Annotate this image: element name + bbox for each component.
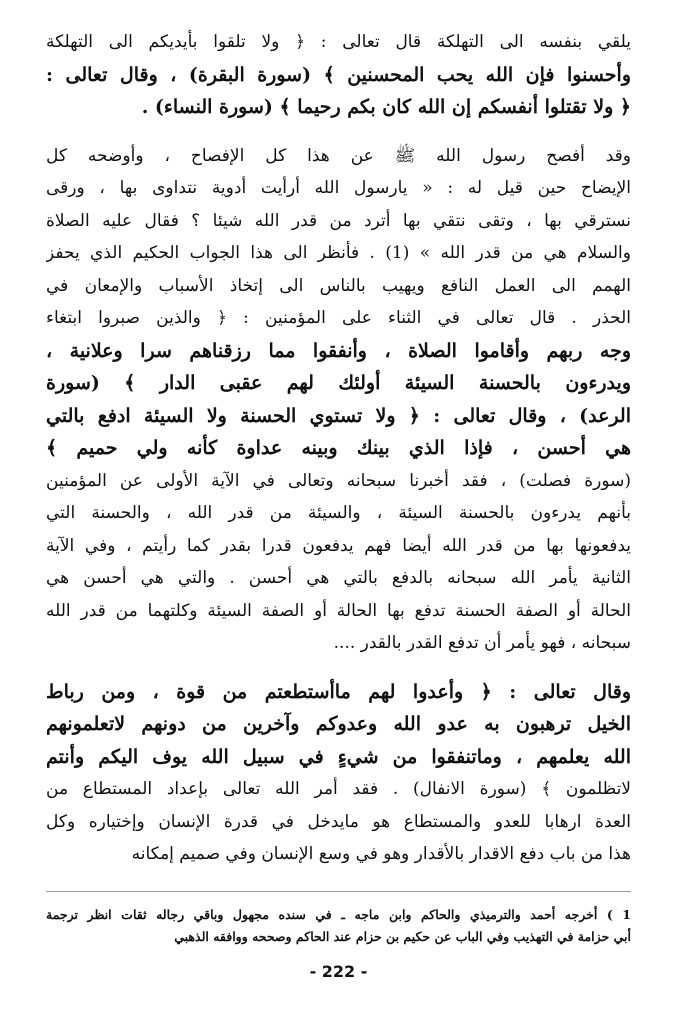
text-line: سبحانه ، فهو يأمر أن تدفع القدر بالقدر .... <box>333 633 631 653</box>
footnotes <box>46 904 631 948</box>
text-line: ﴿ ولا تقتلوا أنفسكم إن الله كان بكم رحيما ﴾ (سورة النساء) . <box>141 96 631 118</box>
paragraph <box>46 676 631 871</box>
text-line: العدة ارهابا للعدو والمستطاع هو مايدخل في قدرة الإنسان وإختياره وكل <box>46 811 631 832</box>
text-line: الله يعلمهم ، وماتنفقوا من شيءٍ في سبيل الله يوف اليكم وأنتم <box>46 745 631 768</box>
text-line: الحالة أو الصفة الحسنة تدفع بها الحالة أو الصفة السيئة وكلتهما من قدر الله <box>46 600 631 621</box>
page-number: - 222 - <box>309 962 368 981</box>
text-line: يلقي بنفسه الى التهلكة قال تعالى : ﴿ ولا تلقوا بأيديكم الى التهلكة <box>46 32 631 52</box>
paragraph <box>46 140 631 660</box>
text-line: وأحسنوا فإن الله يحب المحسنين ﴾ (سورة البقرة) ، وقال تعالى : <box>46 63 631 86</box>
text-line: وقد أفصح رسول الله ﷺ عن هذا كل الإفصاح ، وأوضحه كل <box>46 145 631 166</box>
text-line: (سورة فصلت) ، فقد أخبرنا سبحانه وتعالى في الآية الأولى عن المؤمنين <box>46 470 631 491</box>
text-line: الحذر . قال تعالى في الثناء على المؤمنين : ﴿ والذين صبروا ابتغاء <box>46 308 631 328</box>
text-line: والسلام هي من قدر الله » (1) . فأنظر الى هذا الجواب الحكيم الذي يحفز <box>46 243 631 263</box>
text-line: هي أحسن ، فإذا الذي بينك وبينه عداوة كأنه ولي حميم ﴾ <box>46 437 631 459</box>
text-line: الرعد) ، وقال تعالى : ﴿ ولا تستوي الحسنة ولا السيئة ادفع بالتي <box>46 404 631 427</box>
text-line: نسترقي بها ، وتقى نتقي بها أترد من قدر الله شيئا ؟ فقال عليه الصلاة <box>46 210 631 231</box>
text-line: الخيل ترهبون به عدو الله وعدوكم وآخرين من دونهم لاتعلمونهم <box>46 713 631 735</box>
text-line: ويدرءون بالحسنة السيئة أولئك لهم عقبى الدار ﴾ (سورة <box>46 372 631 394</box>
footnote-line: 1 ) أخرجه أحمد والترميذي والحاكم وابن ماجه ـ في سنده مجهول وباقي رجاله ثقات انظر ترجمة <box>46 906 631 922</box>
text-line: وقال تعالى : ﴿ وأعدوا لهم ماأستطعتم من قوة ، ومن رباط <box>46 680 631 703</box>
text-line: الثانية يأمر الله سبحانه بالدفع بالتي هي أحسن . والتي هي أحسن هي <box>46 568 631 588</box>
text-line: الهمم الى العمل النافع ويهيب بالناس الى إتخاذ الأسباب والإمعان في <box>46 275 631 296</box>
text-line: الإيضاح حين قيل له : « يارسول الله أرأيت أدوية نتداوى بها ، ورقى <box>46 178 631 198</box>
paragraph-gap <box>46 124 631 140</box>
footnote-line: أبي حزامة في التهذيب وفي الباب عن حكيم بن حزام عند الحاكم وصححه ووافقه الذهبي <box>174 928 631 944</box>
text-line: لاتظلمون ﴾ (سورة الانفال) . فقد أمر الله تعالى بإعداد المستطاع من <box>46 779 631 799</box>
text-line: بأنهم يدرءون بالحسنة السيئة ، والسيئة من قدر الله ، والحسنة التي <box>46 503 631 523</box>
text-line: هذا من باب دفع الاقدار بالأقدار وهو في وسع الإنسان وفي صميم إمكانه <box>131 844 631 864</box>
paragraph-gap <box>46 660 631 676</box>
text-line: يدفعونها بها من قدر الله أيضا فهم يدفعون قدرا بقدر كما رأيتم ، وفي الآية <box>46 535 631 556</box>
text-line: وجه ربهم وأقاموا الصلاة ، وأنفقوا مما رزقناهم سرا وعلانية ، <box>46 339 631 362</box>
body-text <box>46 26 631 871</box>
paragraph <box>46 26 631 124</box>
footnote-divider <box>46 891 631 892</box>
